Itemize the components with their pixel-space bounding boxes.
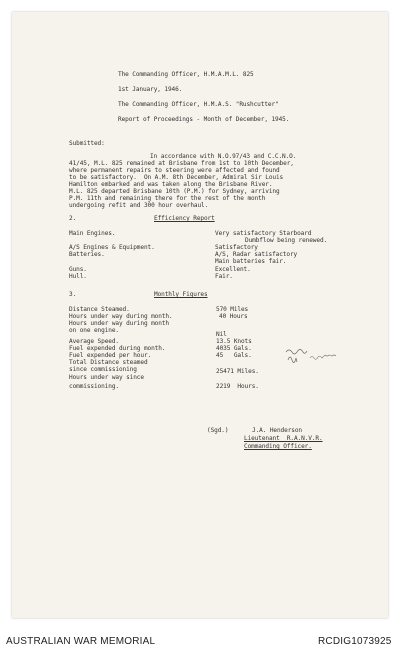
submitted-line: to be satisfactory. On A.M. 8th December, Admiral Sir Louis (69, 174, 284, 181)
submitted-line: P.M. 11th and remaining there for the rest of the month (69, 195, 266, 202)
monthly-item: Distance Steamed. (69, 306, 130, 313)
efficiency-item: Hull. (69, 273, 87, 280)
efficiency-status: A/S, Radar satisfactory (215, 251, 298, 258)
handwritten-annotation (282, 344, 352, 370)
submitted-line: M.L. 825 departed Brisbane 10th (P.M.) for Sydney, arriving (69, 188, 280, 195)
monthly-item: on one engine. (69, 327, 119, 334)
efficiency-status: Very satisfactory Starboard (215, 230, 312, 237)
section-number: 2. (69, 215, 77, 222)
efficiency-item: Main Engines. (69, 230, 116, 237)
header-line-3: The Commanding Officer, H.M.A.S. "Rushcutter" (118, 101, 279, 108)
efficiency-status: Main batteries fair. (215, 258, 287, 265)
monthly-item: Fuel expended per hour. (69, 352, 152, 359)
submitted-line: 41/45, M.L. 825 remained at Brisbane from 1st to 10th December, (69, 160, 294, 167)
submitted-line: Hamilton embarked and was taken along the Brisbane River. (69, 181, 273, 188)
monthly-item: Hours under way since (69, 374, 144, 381)
monthly-value: 2219 Hours. (216, 383, 259, 390)
efficiency-status: Excellent. (215, 266, 251, 273)
monthly-value: 45 Gals. (216, 352, 252, 359)
monthly-item: Hours under way during month (69, 320, 169, 327)
monthly-item: Total Distance steamed (69, 359, 148, 366)
submitted-line: where permanent repairs to steering were affected and found (69, 167, 280, 174)
efficiency-item: Guns. (69, 266, 87, 273)
efficiency-status: Dumbflow being renewed. (245, 237, 328, 244)
efficiency-status: Fair. (215, 273, 233, 280)
footer-record-id: RCDIG1073925 (318, 636, 392, 647)
signature-rank: Lieutenant R.A.N.V.R. (244, 435, 323, 442)
signature-sgd: (Sgd.) (207, 427, 229, 434)
monthly-value: Nil (216, 331, 227, 338)
signature-title: Commanding Officer. (244, 443, 312, 450)
monthly-value: 40 Hours (219, 313, 248, 320)
monthly-value: 570 Miles (216, 306, 249, 313)
section-heading: Monthly Figures (154, 291, 208, 298)
submitted-label: Submitted: (69, 140, 105, 147)
monthly-item: since commissioning (69, 366, 137, 373)
section-heading: Efficiency Report (154, 215, 215, 222)
header-line-2: 1st January, 1946. (118, 86, 183, 93)
submitted-line: undergoing refit and 300 hour overhaul. (69, 202, 209, 209)
monthly-item: Average Speed. (69, 338, 119, 345)
footer-institution: AUSTRALIAN WAR MEMORIAL (6, 636, 156, 647)
section-number: 3. (69, 291, 77, 298)
monthly-value: 4035 Gals. (216, 345, 252, 352)
signature-name: J.A. Henderson (252, 427, 302, 434)
monthly-item: Hours under way during month. (69, 313, 173, 320)
efficiency-item: A/S Engines & Equipment. (69, 244, 155, 251)
monthly-item: commissioning. (69, 383, 119, 390)
header-line-4: Report of Proceedings - Month of December, 1945. (118, 116, 290, 123)
efficiency-item: Batteries. (69, 251, 105, 258)
efficiency-status: Satisfactory (215, 244, 258, 251)
header-line-1: The Commanding Officer, H.M.A.M.L. 825 (118, 71, 254, 78)
monthly-item: Fuel expended during month. (69, 345, 166, 352)
monthly-value: 13.5 Knots (216, 338, 252, 345)
monthly-value: 25471 Miles. (216, 368, 259, 375)
submitted-line: In accordance with N.O.97/43 and C.C.N.O. (150, 153, 297, 160)
